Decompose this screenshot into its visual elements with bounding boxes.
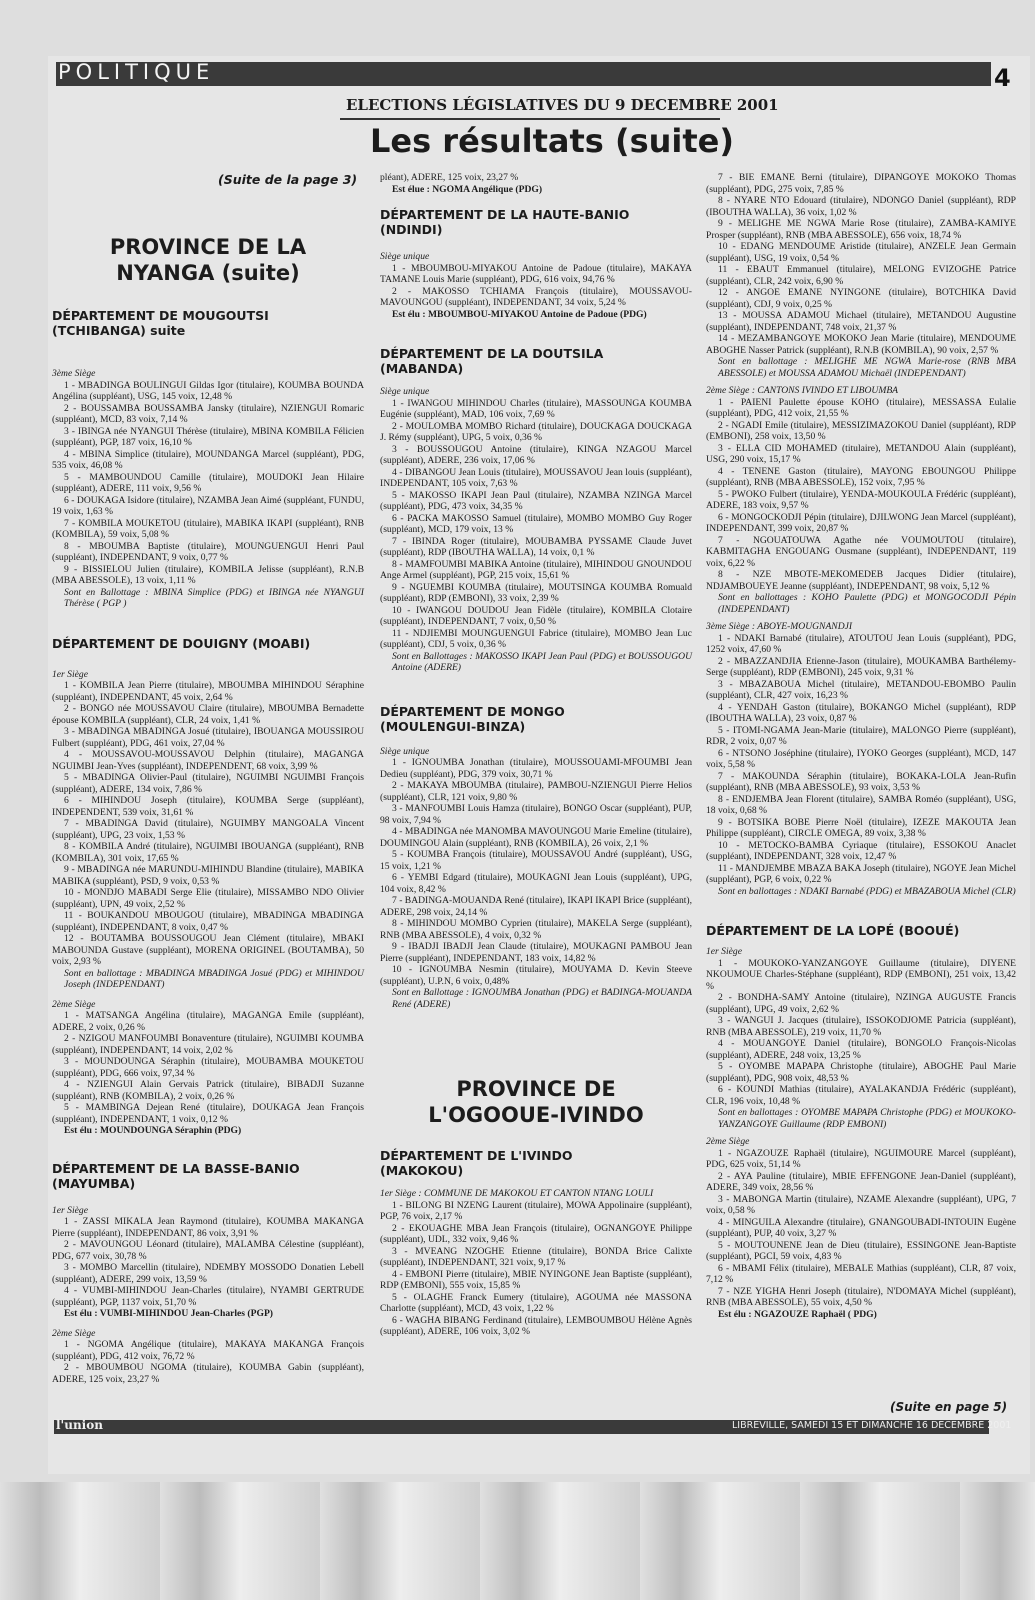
entry: 3 - IBINGA née NYANGUI Thérèse (titulaire), MBINA KOMBILA Félicien (suppléant), PGP, 187 voix, 16,10 %	[52, 425, 364, 448]
entry: 11 - EBAUT Emmanuel (titulaire), MELONG EVIZOGHE Patrice (suppléant), CLR, 242 voix, 6,90 %	[706, 264, 1016, 287]
elected-note: Est élue : NGOMA Angélique (PDG)	[392, 183, 543, 195]
entry: 7 - KOMBILA MOUKETOU (titulaire), MABIKA IKAPI (suppléant), RNB (KOMBILA), 59 voix, 5,08 %	[52, 517, 364, 540]
entry: 4 - DIBANGOU Jean Louis (titulaire), MOUSSAVOU Jean louis (suppléant), INDEPENDANT, 105 voix, 7,63 %	[380, 466, 692, 489]
column-middle	[380, 172, 692, 1338]
seat-label: Siège unique	[380, 745, 430, 757]
entry: 11 - MANDJEMBE MBAZA BAKA Joseph (titulaire), NGOYE Jean Michel (suppléant), PGP, 6 voix, 0,22 %	[706, 862, 1016, 885]
ballotage-note: Sont en ballottages : KOHO Paulette (PDG) et MONGOCODJI Pépin (INDEPENDANT)	[718, 592, 1016, 615]
province-title: L'OGOOUE-IVINDO	[428, 1103, 644, 1127]
entry: 1 - NGAZOUZE Raphaël (titulaire), NGUIMOURE Marcel (suppléant), PDG, 625 voix, 51,14 %	[706, 1147, 1016, 1170]
seat-label: 1er Siège	[706, 946, 742, 957]
entry: 1 - MATSANGA Angélina (titulaire), MAGANGA Emile (suppléant), ADERE, 2 voix, 0,26 %	[52, 1010, 364, 1033]
entry: 6 - KOUNDI Mathias (titulaire), AYALAKANDJA Frédéric (suppléant), CLR, 196 voix, 10,48 %	[706, 1084, 1016, 1107]
entry: 9 - IBADJI IBADJI Jean Claude (titulaire), MOUKAGNI PAMBOU Jean Pierre (suppléant), INDEPENDANT, 183 voix, 14,82 %	[380, 941, 692, 964]
elected-note: Est élu : MBOUMBOU-MIYAKOU Antoine de Padoue (PDG)	[392, 308, 647, 320]
ballotage-note: Sont en ballottage : MELIGHE ME NGWA Marie-rose (RNB MBA ABESSOLE) et MOUSSA ADAMOU Michaël (INDEPENDANT)	[718, 356, 1016, 379]
entry: 5 - KOUMBA François (titulaire), MOUSSAVOU André (suppléant), USG, 15 voix, 1,21 %	[380, 849, 692, 872]
entry: 4 - MOUANGOYE Daniel (titulaire), BONGOLO François-Nicolas (suppléant), ADERE, 248 voix, 13,25 %	[706, 1038, 1016, 1061]
entry: 10 - EDANG MENDOUME Aristide (titulaire), ANZELE Jean Germain (suppléant), USG, 19 voix, 0,54 %	[706, 241, 1016, 264]
entry: 2 - MAVOUNGOU Léonard (titulaire), MALAMBA Célestine (suppléant), PDG, 677 voix, 30,78 %	[52, 1239, 364, 1262]
entry: 3 - MOMBO Marcellin (titulaire), NDEMBY MOSSODO Donatien Lebell (suppléant), ADERE, 299 voix, 13,59 %	[52, 1262, 364, 1285]
department-title: (MOULENGUI-BINZA)	[380, 718, 526, 734]
elected-note: Est élu : MOUNDOUNGA Séraphin (PDG)	[64, 1125, 242, 1136]
entry: 5 - MBADINGA Olivier-Paul (titulaire), NGUIMBI NGUIMBI François (suppléant), ADERE, 134 voix, 7,86 %	[52, 772, 364, 795]
province-title: NYANGA (suite)	[116, 261, 300, 285]
entry: 1 - MOUKOKO-YANZANGOYE Guillaume (titulaire), DIYENE NKOUMOUE Charles-Stéphane (suppléant), RDP (EMBONI), 251 voix, 13,42 %	[706, 957, 1016, 992]
kicker: ELECTIONS LÉGISLATIVES DU 9 DECEMBRE 2001	[346, 96, 779, 114]
elected-note: Est élu : VUMBI-MIHINDOU Jean-Charles (PGP)	[64, 1308, 274, 1319]
entry: 4 - TENENE Gaston (titulaire), MAYONG EBOUNGOU Philippe (suppléant), RNB (MBA ABESSOLE), 152 voix, 7,95 %	[706, 465, 1016, 488]
entry: 8 - MIHINDOU MOMBO Cyprien (titulaire), MAKELA Serge (suppléant), RNB (MBA ABESSOLE), 4 voix, 0,32 %	[380, 918, 692, 941]
department-title: DÉPARTEMENT DE LA HAUTE-BANIO	[380, 207, 630, 222]
entry: 7 - MAKOUNDA Séraphin (titulaire), BOKAKA-LOLA Jean-Rufin (suppléant), RNB (MBA ABESSOLE), 93 voix, 3,53 %	[706, 770, 1016, 793]
entry: 6 - YEMBI Edgard (titulaire), MOUKAGNI Jean Louis (suppléant), UPG, 104 voix, 8,42 %	[380, 872, 692, 895]
entry: 3 - MBADINGA MBADINGA Josué (titulaire), IBOUANGA MOUSSIROU Fulbert (suppléant), PDG, 461 voix, 27,04 %	[52, 726, 364, 749]
entry: 2 - AYA Pauline (titulaire), MBIE EFFENGONE Jean-Daniel (suppléant), ADERE, 349 voix, 28,56 %	[706, 1170, 1016, 1193]
entry: 5 - MAMBOUNDOU Camille (titulaire), MOUDOKI Jean Hilaire (suppléant), ADERE, 111 voix, 9,56 %	[52, 471, 364, 494]
seat-label: 2ème Siège	[52, 1327, 96, 1339]
seat-label: 1er Siège : COMMUNE DE MAKOKOU ET CANTON NTANG LOULI	[380, 1188, 654, 1199]
elected-note: Est élu : NGAZOUZE Raphaël ( PDG)	[718, 1308, 877, 1320]
background-curtain	[0, 1482, 1035, 1600]
entry: 6 - MONGOCKODJI Pépin (titulaire), DJILWONG Jean Marcel (suppléant), INDEPENDANT, 399 voix, 20,87 %	[706, 511, 1016, 534]
entry: 12 - BOUTAMBA BOUSSOUGOU Jean Clément (titulaire), MBAKI MABOUNDA Gustave (suppléant), MORENA ORIGINEL (BOUTAMBA), 50 voix, 2,93 %	[52, 933, 364, 967]
department-title: (MABANDA)	[380, 361, 464, 376]
column-right	[706, 172, 1016, 1320]
ballotage-note: Sont en ballottages : NDAKI Barnabé (PDG) et MBAZABOUA Michel (CLR)	[718, 885, 1016, 897]
entry: 7 - IBINDA Roger (titulaire), MOUBAMBA PYSSAME Claude Juvet (suppléant), RDP (IBOUTHA WALLA), 14 voix, 0,1 %	[380, 535, 692, 558]
entry: 1 - NDAKI Barnabé (titulaire), ATOUTOU Jean Louis (suppléant), PDG, 1252 voix, 47,60 %	[706, 632, 1016, 655]
entry: 14 - MEZAMBANGOYE MOKOKO Jean Marie (titulaire), MENDOUME ABOGHE Nasser Patrick (suppléant), R.N.B (KOMBILA), 90 voix, 2,57 %	[706, 333, 1016, 356]
entry: 1 - PAIENI Paulette épouse KOHO (titulaire), MESSASSA Eulalie (suppléant), PDG, 412 voix, 21,55 %	[706, 396, 1016, 419]
entry: 1 - NGOMA Angélique (titulaire), MAKAYA MAKANGA François (suppléant), PDG, 412 voix, 76,72 %	[52, 1339, 364, 1362]
entry: 1 - KOMBILA Jean Pierre (titulaire), MBOUMBA MIHINDOU Séraphine (suppléant), INDEPENDANT, 45 voix, 2,64 %	[52, 680, 364, 703]
entry: 3 - MABONGA Martin (titulaire), NZAME Alexandre (suppléant), UPG, 7 voix, 0,58 %	[706, 1193, 1016, 1216]
entry: 3 - MBAZABOUA Michel (titulaire), METANDOU-EBOMBO Paulin (suppléant), CLR, 427 voix, 16,23 %	[706, 678, 1016, 701]
section-title: POLITIQUE	[58, 60, 215, 84]
department-title: (NDINDI)	[380, 222, 443, 237]
entry: 2 - MBOUMBOU NGOMA (titulaire), KOUMBA Gabin (suppléant), ADERE, 125 voix, 23,27 %	[52, 1362, 364, 1385]
entry: 10 - IGNOUMBA Nesmin (titulaire), MOUYAMA D. Kevin Steeve (suppléant), U.P.N, 6 voix, 0,48%	[380, 964, 692, 987]
entry: 4 - VUMBI-MIHINDOU Jean-Charles (titulaire), NYAMBI GERTRUDE (suppléant), PGP, 1137 voix, 51,70 %	[52, 1285, 364, 1308]
entry: 4 - MBINA Simplice (titulaire), MOUNDANGA Marcel (suppléant), PDG, 535 voix, 46,08 %	[52, 448, 364, 471]
entry: 9 - BISSIELOU Julien (titulaire), KOMBILA Jelisse (suppléant), R.N.B (MBA ABESSOLE), 13 voix, 1,11 %	[52, 563, 364, 586]
department-title: DÉPARTEMENT DE LA LOPÉ (BOOUÉ)	[706, 923, 960, 938]
entry: 5 - OLAGHE Franck Eumery (titulaire), AGOUMA née MASSONA Charlotte (suppléant), MCD, 43 voix, 1,22 %	[380, 1291, 692, 1314]
department-title: DÉPARTEMENT DE LA BASSE-BANIO	[52, 1160, 300, 1176]
department-title: (TCHIBANGA) suite	[52, 323, 186, 338]
entry: 4 - MINGUILA Alexandre (titulaire), GNANGOUBADI-INTOUIN Eugène (suppléant), PUP, 40 voix, 3,27 %	[706, 1216, 1016, 1239]
entry: 9 - NGUEMBI KOUMBA (titulaire), MOUTSINGA KOUMBA Romuald (suppléant), RDP (EMBONI), 33 voix, 2,39 %	[380, 581, 692, 604]
ballotage-note: Sont en Ballottage : IGNOUMBA Jonathan (PDG) et BADINGA-MOUANDA René (ADERE)	[392, 987, 692, 1010]
department-title: DÉPARTEMENT DE MONGO	[380, 703, 565, 719]
entry: 9 - MBADINGA née MARUNDU-MIHINDU Blandine (titulaire), MABIKA MABIKA (suppléant), PSD, 9 voix, 0,53 %	[52, 864, 364, 887]
department-title: DÉPARTEMENT DE LA DOUTSILA	[380, 346, 604, 361]
entry: 5 - MAKOSSO IKAPI Jean Paul (titulaire), NZAMBA NZINGA Marcel (suppléant), PDG, 473 voix, 34,35 %	[380, 489, 692, 512]
entry: 10 - IWANGOU DOUDOU Jean Fidèle (titulaire), KOMBILA Clotaire (suppléant), INDEPENDANT, 7 voix, 0,50 %	[380, 604, 692, 627]
entry: 4 - MBADINGA née MANOMBA MAVOUNGOU Marie Emeline (titulaire), DOUMINGOU Alain (suppléant), RNB (KOMBILA), 26 voix, 2,1 %	[380, 826, 692, 849]
province-title: PROVINCE DE	[456, 1077, 616, 1101]
entry: 1 - ZASSI MIKALA Jean Raymond (titulaire), KOUMBA MAKANGA Pierre (suppléant), INDEPENDANT, 86 voix, 3,91 %	[52, 1216, 364, 1239]
entry: 6 - MIHINDOU Joseph (titulaire), KOUMBA Serge (suppléant), INDEPENDENT, 539 voix, 31,61 %	[52, 795, 364, 818]
seat-label: Siège unique	[380, 386, 430, 397]
entry: 8 - ENDJEMBA Jean Florent (titulaire), SAMBA Roméo (suppléant), USG, 18 voix, 0,68 %	[706, 793, 1016, 816]
entry: 1 - MBOUMBOU-MIYAKOU Antoine de Padoue (titulaire), MAKAYA TAMANE Louis Marie (suppléant), PDG, 616 voix, 94,76 %	[380, 262, 692, 285]
column-left	[52, 190, 364, 1385]
entry: 2 - MOULOMBA MOMBO Richard (titulaire), DOUCKAGA DOUCKAGA J. Rémy (suppléant), UPG, 5 voix, 0,36 %	[380, 420, 692, 443]
entry: 2 - BONGO née MOUSSAVOU Claire (titulaire), MBOUMBA Bernadette épouse KOMBILA (suppléant), CLR, 24 voix, 1,41 %	[52, 703, 364, 726]
department-title: (MAYUMBA)	[52, 1175, 136, 1191]
seat-label: 2ème Siège : CANTONS IVINDO ET LIBOUMBA	[706, 385, 899, 396]
entry: 3 - BOUSSOUGOU Antoine (titulaire), KINGA NZAGOU Marcel (suppléant), ADERE, 236 voix, 17,06 %	[380, 443, 692, 466]
entry: 5 - PWOKO Fulbert (titulaire), YENDA-MOUKOULA Frédéric (suppléant), ADERE, 183 voix, 9,57 %	[706, 488, 1016, 511]
entry: 4 - YENDAH Gaston (titulaire), BOKANGO Michel (suppléant), RDP (IBOUTHA WALLA), 23 voix, 0,87 %	[706, 701, 1016, 724]
entry: 5 - OYOMBE MAPAPA Christophe (titulaire), ABOGHE Paul Marie (suppléant), PDG, 908 voix, 48,53 %	[706, 1061, 1016, 1084]
seat-label: 3ème Siège : ABOYE-MOUGNANDJI	[706, 621, 853, 632]
seat-label: 2ème Siège	[706, 1136, 750, 1147]
entry: 6 - PACKA MAKOSSO Samuel (titulaire), MOMBO MOMBO Guy Roger (suppléant), MCD, 179 voix, 13 %	[380, 512, 692, 535]
entry: 6 - WAGHA BIBANG Ferdinand (titulaire), LEMBOUMBOU Hélène Agnès (suppléant), ADERE, 106 voix, 3,02 %	[380, 1314, 692, 1337]
entry: 7 - MBADINGA David (titulaire), NGUIMBY MANGOALA Vincent (suppléant), UPG, 23 voix, 1,53 %	[52, 818, 364, 841]
entry: 12 - ANGOE EMANE NYINGONE (titulaire), BOTCHIKA David (suppléant), CDJ, 9 voix, 0,25 %	[706, 287, 1016, 310]
entry: 5 - ITOMI-NGAMA Jean-Marie (titulaire), MALONGO Pierre (suppléant), RDR, 2 voix, 0,07 %	[706, 724, 1016, 747]
entry: 9 - BOTSIKA BOBE Pierre Noël (titulaire), IZEZE MAKOUTA Jean Philippe (suppléant), CIRCLE OMEGA, 89 voix, 3,38 %	[706, 816, 1016, 839]
entry: 3 - ELLA CID MOHAMED (titulaire), METANDOU Alain (suppléant), USG, 290 voix, 15,17 %	[706, 442, 1016, 465]
entry: 8 - NZE MBOTE-MEKOMEDEB Jacques Didier (titulaire), NDJAMBOUEYE Jeanne (suppléant), INDEPENDANT, 98 voix, 5,12 %	[706, 569, 1016, 592]
entry: 8 - NYARE NTO Edouard (titulaire), NDONGO Daniel (suppléant), RDP (IBOUTHA WALLA), 36 voix, 1,02 %	[706, 195, 1016, 218]
department-title: DÉPARTEMENT DE L'IVINDO	[380, 1148, 573, 1163]
entry: 3 - MANFOUMBI Louis Hamza (titulaire), BONGO Oscar (suppléant), PUP, 98 voix, 7,94 %	[380, 803, 692, 826]
entry: 2 - NGADI Emile (titulaire), MESSIZIMAZOKOU Daniel (suppléant), RDP (EMBONI), 258 voix, 13,50 %	[706, 419, 1016, 442]
entry: 11 - BOUKANDOU MBOUGOU (titulaire), MBADINGA MBADINGA (suppléant), INDEPENDANT, 8 voix, 0,47 %	[52, 910, 364, 933]
footer-date: LIBREVILLE, SAMEDI 15 ET DIMANCHE 16 DECEMBRE 2001	[732, 1420, 1012, 1431]
department-title: (MAKOKOU)	[380, 1163, 464, 1178]
entry: 4 - NZIENGUI Alain Gervais Patrick (titulaire), BIBADJI Suzanne (suppléant), RNB (KOMBILA), 2 voix, 0,26 %	[52, 1079, 364, 1102]
entry: 2 - MAKOSSO TCHIAMA François (titulaire), MOUSSAVOU-MAVOUNGOU (suppléant), INDEPENDANT, 34 voix, 5,24 %	[380, 285, 692, 308]
entry: 11 - NDJIEMBI MOUNGUENGUI Fabrice (titulaire), MOMBO Jean Luc (suppléant), CDJ, 5 voix, 0,36 %	[380, 627, 692, 650]
seat-label: 2ème Siège	[52, 998, 96, 1010]
entry: pléant), ADERE, 125 voix, 23,27 %	[380, 172, 519, 183]
headline: Les résultats (suite)	[370, 122, 734, 160]
entry: 2 - BOUSSAMBA BOUSSAMBA Jansky (titulaire), NZIENGUI Romaric (suppléant), MCD, 83 voix, 7,14 %	[52, 402, 364, 425]
entry: 2 - MBAZZANDJIA Etienne-Jason (titulaire), MOUKAMBA Barthélemy-Serge (suppléant), RDP (EMBONI), 245 voix, 9,31 %	[706, 655, 1016, 678]
entry: 6 - NTSONO Joséphine (titulaire), IYOKO Georges (suppléant), MCD, 147 voix, 5,58 %	[706, 747, 1016, 770]
entry: 8 - MAMFOUMBI MABIKA Antoine (titulaire), MIHINDOU GNOUNDOU Ange Armel (suppléant), PGP, 215 voix, 15,61 %	[380, 558, 692, 581]
entry: 3 - MVEANG NZOGHE Etienne (titulaire), BONDA Brice Calixte (suppléant), INDEPENDANT, 321 voix, 9,17 %	[380, 1245, 692, 1268]
entry: 4 - MOUSSAVOU-MOUSSAVOU Delphin (titulaire), MAGANGA NGUIMBI Jean-Yves (suppléant), INDEPENDENT, 68 voix, 3,99 %	[52, 749, 364, 772]
entry: 2 - BONDHA-SAMY Antoine (titulaire), NZINGA AUGUSTE Francis (suppléant), UPG, 49 voix, 2,62 %	[706, 992, 1016, 1015]
seat-label: 3ème Siège	[52, 368, 96, 379]
entry: 10 - METOCKO-BAMBA Cyriaque (titulaire), ESSOKOU Anaclet (suppléant), INDEPENDANT, 328 voix, 12,47 %	[706, 839, 1016, 862]
ballotage-note: Sont en ballottages : OYOMBE MAPAPA Christophe (PDG) et MOUKOKO-YANZANGOYE Guillaume (RDP EMBONI)	[718, 1107, 1016, 1130]
page-number: 4	[994, 64, 1011, 92]
entry: 1 - MBADINGA BOULINGUI Gildas Igor (titulaire), KOUMBA BOUNDA Angélina (suppléant), USG, 145 voix, 12,48 %	[52, 379, 364, 402]
entry: 4 - EMBONI Pierre (titulaire), MBIE NYINGONE Jean Baptiste (suppléant), RDP (EMBONI), 555 voix, 15,85 %	[380, 1268, 692, 1291]
continued-from: (Suite de la page 3)	[218, 172, 358, 187]
entry: 5 - MOUTOUNENE Jean de Dieu (titulaire), ESSINGONE Jean-Baptiste (suppléant), PGCI, 59 voix, 4,83 %	[706, 1239, 1016, 1262]
continued-on: (Suite en page 5)	[890, 1400, 1008, 1414]
kicker-rule	[340, 118, 720, 120]
seat-label: 1er Siège	[52, 668, 88, 680]
entry: 7 - BADINGA-MOUANDA René (titulaire), IKAPI IKAPI Brice (suppléant), ADERE, 298 voix, 24,14 %	[380, 895, 693, 918]
entry: 2 - EKOUAGHE MBA Jean François (titulaire), OGNANGOYE Philippe (suppléant), UDL, 332 voix, 9,46 %	[380, 1222, 692, 1245]
department-title: DÉPARTEMENT DE MOUGOUTSI	[52, 308, 269, 323]
entry: 8 - KOMBILA André (titulaire), NGUIMBI IBOUANGA (suppléant), RNB (KOMBILA), 301 voix, 17,65 %	[52, 841, 364, 864]
entry: 3 - MOUNDOUNGA Séraphin (titulaire), MOUBAMBA MOUKETOU (suppléant), PDG, 666 voix, 97,34 %	[52, 1056, 364, 1079]
seat-label: 1er Siège	[52, 1204, 88, 1216]
entry: 6 - DOUKAGA Isidore (titulaire), NZAMBA Jean Aimé (suppléant, FUNDU, 19 voix, 1,63 %	[52, 494, 364, 517]
province-title: PROVINCE DE LA	[109, 235, 307, 259]
entry: 2 - MAKAYA MBOUMBA (titulaire), PAMBOU-NZIENGUI Pierre Helios (suppléant), CLR, 121 voix, 9,80 %	[380, 780, 692, 803]
entry: 8 - MBOUMBA Baptiste (titulaire), MOUNGUENGUI Henri Paul (suppléant), INDEPENDANT, 9 voix, 0,77 %	[52, 540, 364, 563]
entry: 3 - WANGUI J. Jacques (titulaire), ISSOKODJOME Patricia (suppléant), RNB (MBA ABESSOLE), 219 voix, 11,70 %	[706, 1015, 1016, 1038]
ballotage-note: Sont en Ballottage : MBINA Simplice (PDG) et IBINGA née NYANGUI Thérèse ( PGP )	[64, 586, 364, 609]
entry: 10 - MONDJO MABADI Serge Elie (titulaire), MISSAMBO NDO Olivier (suppléant), UPN, 49 voix, 2,52 %	[52, 887, 364, 910]
entry: 5 - MAMBINGA Dejean René (titulaire), DOUKAGA Jean François (suppléant), INDEPENDANT, 1 voix, 0,12 %	[52, 1102, 364, 1125]
ballotage-note: Sont en Ballottages : MAKOSSO IKAPI Jean Paul (PDG) et BOUSSOUGOU Antoine (ADERE)	[392, 650, 692, 673]
department-title: DÉPARTEMENT DE DOUIGNY (MOABI)	[52, 635, 311, 651]
entry: 7 - BIE EMANE Berni (titulaire), DIPANGOYE MOKOKO Thomas (suppléant), PDG, 275 voix, 7,85 %	[706, 172, 1016, 195]
entry: 1 - BILONG BI NZENG Laurent (titulaire), MOWA Appolinaire (suppléant), PGP, 76 voix, 2,17 %	[380, 1199, 692, 1222]
entry: 1 - IGNOUMBA Jonathan (titulaire), MOUSSOUAMI-MFOUMBI Jean Dedieu (suppléant), PDG, 379 voix, 30,71 %	[380, 757, 692, 780]
entry: 2 - NZIGOU MANFOUMBI Bonaventure (titulaire), NGUIMBI KOUMBA (suppléant), INDEPENDANT, 14 voix, 2,02 %	[52, 1033, 364, 1056]
masthead-logo: l'union	[56, 1418, 103, 1432]
ballotage-note: Sont en ballottage : MBADINGA MBADINGA Josué (PDG) et MIHINDOU Joseph (INDEPENDANT)	[64, 967, 364, 990]
entry: 9 - MELIGHE ME NGWA Marie Rose (titulaire), ZAMBA-KAMIYE Prosper (suppléant), RNB (MBA ABESSOLE), 656 voix, 18,74 %	[706, 218, 1016, 241]
entry: 7 - NZE YIGHA Henri Joseph (titulaire), N'DOMAYA Michel (suppléant), RNB (MBA ABESSOLE), 55 voix, 4,50 %	[706, 1285, 1016, 1308]
entry: 6 - MBAMI Félix (titulaire), MEBALE Mathias (suppléant), CLR, 87 voix, 7,12 %	[706, 1262, 1016, 1285]
entry: 13 - MOUSSA ADAMOU Michael (titulaire), METANDOU Augustine (suppléant), INDEPENDANT, 748 voix, 21,37 %	[706, 310, 1016, 333]
seat-label: Siège unique	[380, 251, 430, 262]
entry: 1 - IWANGOU MIHINDOU Charles (titulaire), MASSOUNGA KOUMBA Eugénie (suppléant), MAD, 106 voix, 7,69 %	[380, 397, 692, 420]
entry: 7 - NGOUATOUWA Agathe née VOUMOUTOU (titulaire), KABMITAGHA ENGOUANG Ousmane (suppléant), INDEPENDANT, 119 voix, 6,22 %	[706, 534, 1016, 569]
